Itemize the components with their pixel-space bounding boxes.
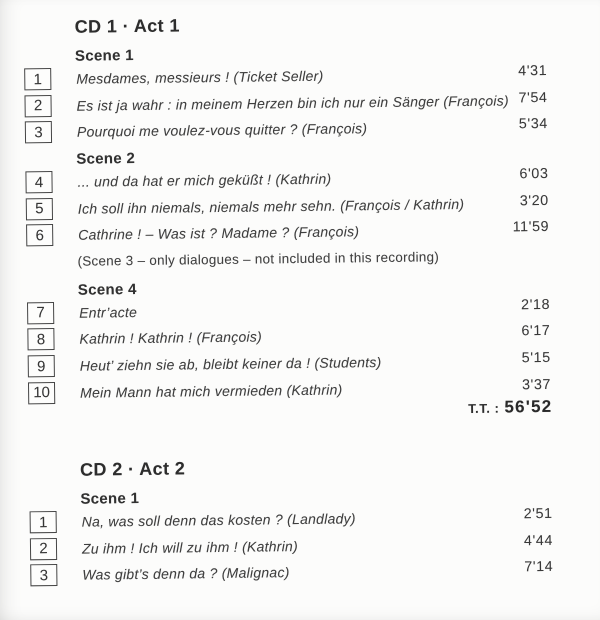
track-title: Pourquoi me voulez-vous quitter ? (François) [76,120,368,141]
track-duration: 2'18 [520,296,551,314]
track-number-box: 2 [24,95,51,117]
disc-title: CD 2 · Act 2 [79,458,186,480]
track-number-box: 3 [30,564,57,586]
track-title: Cathrine ! – Was ist ? Madame ? (François) [78,223,360,243]
track-title: Kathrin ! Kathrin ! (François) [79,328,263,348]
track-duration: 11'59 [512,219,550,236]
disc-cd2 [2,453,600,589]
track-duration: 4'44 [523,532,554,550]
track-number-box: 8 [27,328,54,350]
track-duration: 5'34 [518,116,548,133]
track-number-box: 10 [28,382,55,404]
track-duration: 7'54 [518,89,548,107]
track-title: Was gibt’s denn da ? (Malignac) [82,564,290,584]
track-number-box: 6 [26,224,53,246]
track-duration: 3'20 [519,192,549,209]
scene3-note: (Scene 3 – only dialogues – not included in this recording) [77,248,440,269]
track-title: Mein Mann hat mich vermieden (Kathrin) [80,381,343,401]
track-title: ... und da hat er mich geküßt ! (Kathrin) [77,170,332,190]
track-title: Mesdames, messieurs ! (Ticket Seller) [76,67,324,88]
track-duration: 6'17 [521,323,551,340]
scene-heading: Scene 2 [76,149,136,168]
track-number-box: 3 [25,122,52,144]
track-duration: 7'14 [524,559,554,576]
track-title: Es ist ja wahr : in meinem Herzen bin ich nur ein Sänger (François) [76,92,509,114]
disc-cd1 [0,10,600,422]
track-duration: 2'51 [523,506,553,523]
track-duration: 4'31 [518,63,548,80]
track-number-box: 1 [24,68,51,90]
track-duration: 6'03 [519,166,549,183]
track-title: Na, was soll denn das kosten ? (Landlady) [81,510,356,530]
total-time-value: 56'52 [504,396,553,417]
disc-title: CD 1 · Act 1 [74,15,180,37]
track-number-box: 1 [30,511,57,533]
track-number-box: 4 [25,171,52,193]
track-title: Ich soll ihn niemals, niemals mehr sehn. (François / Kathrin) [77,195,465,217]
scene-heading: Scene 1 [74,47,134,65]
track-title: Zu ihm ! Ich will zu ihm ! (Kathrin) [81,537,299,557]
track-title: Entr’acte [79,303,138,321]
track-number-box: 5 [26,198,53,220]
track-number-box: 7 [27,302,54,324]
track-title: Heut’ ziehn sie ab, bleibt keiner da ! (Students) [79,354,382,374]
scene-heading: Scene 4 [77,280,137,299]
track-number-box: 9 [28,355,55,377]
track-duration: 3'37 [521,376,552,393]
total-time-label: T.T. : [468,400,500,416]
track-number-box: 2 [30,538,57,560]
track-duration: 5'15 [521,349,551,367]
scene-heading: Scene 1 [80,489,140,508]
